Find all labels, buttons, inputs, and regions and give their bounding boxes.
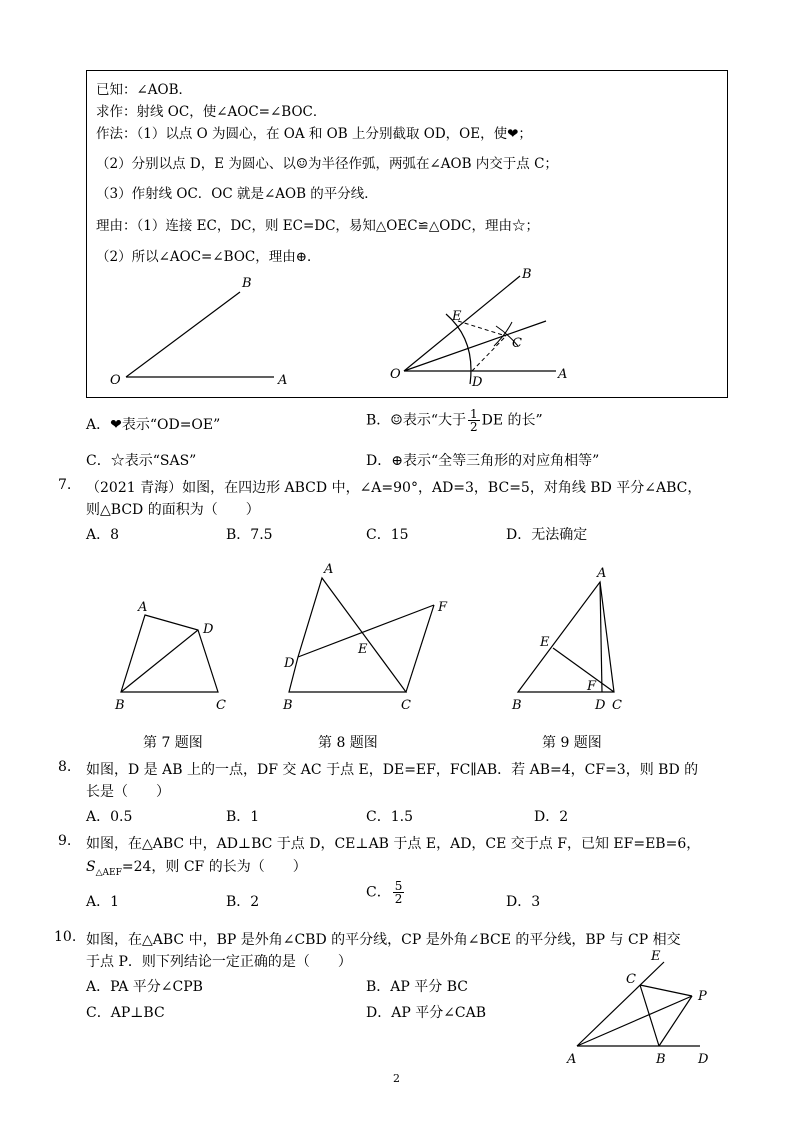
q6-option-d: D．⊕表示“全等三角形的对应角相等” <box>366 453 600 469</box>
fig7-label-c: C <box>216 698 226 713</box>
fig9-label-c: C <box>612 698 622 713</box>
q10-option-c: C．AP⊥BC <box>86 1005 165 1021</box>
box-method-1: 作法：（1）以点 O 为圆心，在 OA 和 OB 上分别截取 OD，OE，使❤； <box>96 126 532 142</box>
fig8-label-d: D <box>284 656 295 671</box>
fig1-label-o: O <box>110 373 121 388</box>
q10-number: 10. <box>54 929 77 945</box>
fig8-caption: 第 8 题图 <box>318 735 378 751</box>
q7-option-c: C．15 <box>366 527 409 543</box>
q8-option-a: A．0.5 <box>86 809 133 825</box>
q8-option-d: D．2 <box>534 809 569 825</box>
fig1-label-a: A <box>278 373 288 388</box>
fig9-label-b: B <box>512 698 522 713</box>
q10-option-b: B．AP 平分 BC <box>366 979 468 995</box>
q8-line-1: 如图，D 是 AB 上的一点，DF 交 AC 于点 E，DE=EF，FC∥AB．若 AB=4，CF=3，则 BD 的 <box>86 762 699 778</box>
q6-option-b: B．☺表示“大于 $\frac{1}{2}$ DE 的长” <box>366 407 543 434</box>
q7-number: 7. <box>58 477 72 493</box>
fig9-label-a: A <box>597 566 607 581</box>
page-number: 2 <box>393 1072 400 1085</box>
fig7-label-b: B <box>115 698 125 713</box>
q7-option-a: A．8 <box>86 527 120 543</box>
fig7-label-a: A <box>138 600 148 615</box>
fig8-label-a: A <box>324 562 334 577</box>
q9-line-2: $S_{\triangle AEF}=24$，则 CF 的长为（ ） <box>86 859 307 878</box>
q8-number: 8. <box>58 759 72 775</box>
fig2-label-e: E <box>452 309 462 324</box>
q7-option-b: B．7.5 <box>226 527 273 543</box>
box-known: 已知：∠AOB． <box>96 82 193 98</box>
fig10-label-a: A <box>567 1052 577 1067</box>
fig7-label-d: D <box>203 622 214 637</box>
q6-option-c: C．☆表示“SAS” <box>86 453 197 469</box>
q9-option-b: B．2 <box>226 894 260 910</box>
q9-number: 9. <box>58 833 72 849</box>
q9-option-d: D．3 <box>506 894 541 910</box>
q10-line-2: 于点 P．则下列结论一定正确的是（ ） <box>86 954 352 970</box>
fig8-label-f: F <box>438 600 448 615</box>
fig2-label-b: B <box>522 267 532 282</box>
fig8-label-b: B <box>283 698 293 713</box>
fig10-label-e: E <box>651 949 661 964</box>
fig10-label-d: D <box>698 1052 709 1067</box>
q9-line-1: 如图，在△ABC 中，AD⊥BC 于点 D，CE⊥AB 于点 E，AD，CE 交于点 F，已知 EF=EB=6， <box>86 836 701 852</box>
fig8-label-e: E <box>358 642 368 657</box>
fig2-label-o: O <box>390 367 401 382</box>
fig2-label-a: A <box>558 367 568 382</box>
q9-option-a: A．1 <box>86 894 120 910</box>
box-method-2: （2）分别以点 D，E 为圆心、以☺为半径作弧，两弧在∠AOB 内交于点 C； <box>96 156 558 172</box>
fig1-label-b: B <box>242 276 252 291</box>
fig2-label-c: C <box>512 336 522 351</box>
q7-line-2: 则△BCD 的面积为（ ） <box>86 502 260 518</box>
fig2-label-d: D <box>472 375 483 390</box>
fig9-caption: 第 9 题图 <box>542 735 602 751</box>
q6-option-a: A．❤表示“OD=OE” <box>86 417 221 433</box>
box-reason-2: （2）所以∠AOC=∠BOC，理由⊕． <box>96 249 321 265</box>
fig10-label-c: C <box>626 972 636 987</box>
q10-option-d: D．AP 平分∠CAB <box>366 1005 487 1021</box>
fig10-label-p: P <box>698 989 707 1004</box>
q10-line-1: 如图，在△ABC 中，BP 是外角∠CBD 的平分线，CP 是外角∠BCE 的平分线，BP 与 CP 相交 <box>86 932 681 948</box>
fig8-label-c: C <box>401 698 411 713</box>
box-method-3: （3）作射线 OC．OC 就是∠AOB 的平分线． <box>96 186 378 202</box>
q10-option-a: A．PA 平分∠CPB <box>86 979 203 995</box>
fig9-label-f: F <box>587 679 597 694</box>
fig7-caption: 第 7 题图 <box>143 735 203 751</box>
q8-option-c: C．1.5 <box>366 809 413 825</box>
q8-option-b: B．1 <box>226 809 260 825</box>
fig9-label-e: E <box>540 635 550 650</box>
q9-option-c: C． $\frac{5}{2}$ <box>366 879 403 906</box>
box-ask: 求作：射线 OC，使∠AOC=∠BOC． <box>96 104 327 120</box>
box-reason-1: 理由：（1）连接 EC，DC，则 EC=DC，易知△OEC≌△ODC，理由☆； <box>96 218 539 234</box>
q7-line-1: （2021 青海）如图，在四边形 ABCD 中，∠A=90°，AD=3，BC=5，对角线 BD 平分∠ABC， <box>86 480 702 496</box>
q8-line-2: 长是（ ） <box>86 784 170 800</box>
fig10-label-b: B <box>656 1052 666 1067</box>
q7-option-d: D．无法确定 <box>506 527 588 543</box>
fig9-label-d: D <box>595 698 606 713</box>
